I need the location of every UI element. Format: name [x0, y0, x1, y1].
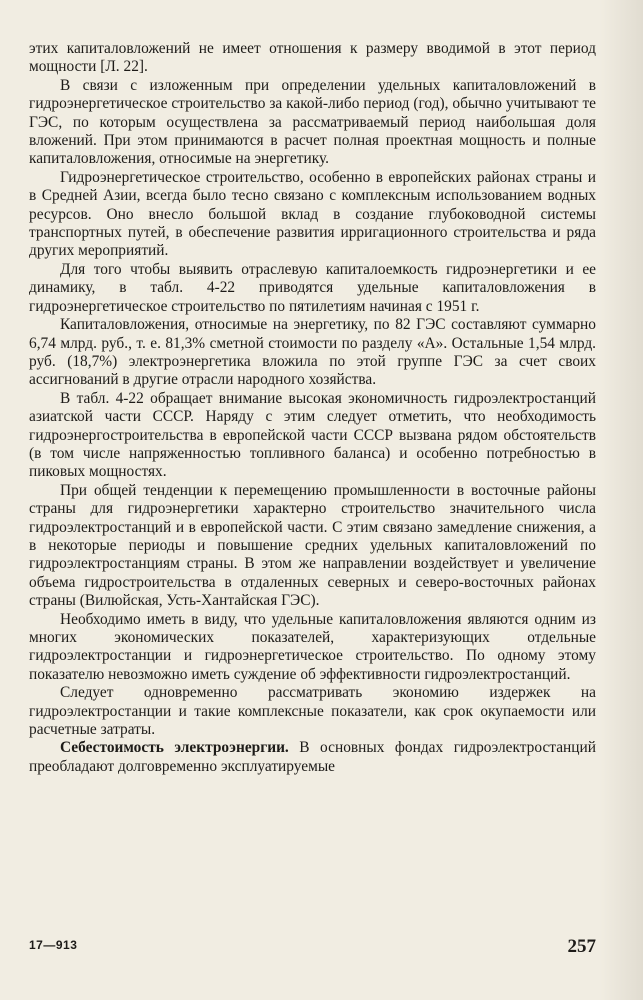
page-edge-shadow: [599, 0, 643, 1000]
paragraph-text: В основных фондах гидроэлектростанций преобладают долговременно эксплуатируемые: [29, 739, 596, 775]
printer-signature-mark: 17—913: [29, 938, 78, 952]
paragraph: Необходимо иметь в виду, что удельные капиталовложения являются одним из многих экономических показателей, характеризующих отдельные гидроэлектростанции и гидроэнергетическое строительство. По одному этому показателю невозможно иметь суждение об эффективности гидроэлектростанций.: [29, 610, 596, 683]
run-in-heading: Себестоимость электроэнергии.: [60, 739, 289, 757]
page-number: 257: [567, 936, 596, 957]
body-text: [29, 40, 596, 776]
paragraph: Капиталовложения, относимые на энергетику, по 82 ГЭС составляют суммарно 6,74 млрд. руб., т. е. 81,3% сметной стоимости по разделу «А». Остальные 1,54 млрд. руб. (18,7%) электроэнергетика вложила по этой группе ГЭС за счет своих ассигнований в другие отрасли народного хозяйства.: [29, 316, 596, 389]
page-footer: [29, 938, 596, 960]
paragraph: Следует одновременно рассматривать экономию издержек на гидроэлектростанции и такие комплексные показатели, как срок окупаемости или расчетные затраты.: [29, 684, 596, 739]
paragraph-with-heading: [29, 739, 596, 776]
paragraph: Гидроэнергетическое строительство, особенно в европейских районах страны и в Средней Азии, всегда было тесно связано с комплексным использованием водных ресурсов. Оно внесло большой вклад в создание глубоководной системы транспортных путей, в обеспечение развития ирригационного строительства и ряда других мероприятий.: [29, 168, 596, 260]
paragraph: В табл. 4-22 обращает внимание высокая экономичность гидроэлектростанций азиатской части СССР. Наряду с этим следует отметить, что необходимость гидроэнергостроительства в европейской части СССР вызвана рядом обстоятельств (в том числе напряженностью топливного баланса) и особенно потребностью в пиковых мощностях.: [29, 389, 596, 481]
paragraph: Для того чтобы выявить отраслевую капиталоемкость гидроэнергетики и ее динамику, в табл. 4-22 приводятся удельные капиталовложения в гидроэнергетическое строительство по пятилетиям начиная с 1951 г.: [29, 260, 596, 315]
paragraph: В связи с изложенным при определении удельных капиталовложений в гидроэнергетическое строительство за какой-либо период (год), обычно учитывают те ГЭС, по которым осуществлена за рассматриваемый период наибольшая доля вложений. При этом принимаются в расчет полная проектная мощность и полные капиталовложения, относимые на энергетику.: [29, 76, 596, 168]
book-page: [29, 0, 596, 1000]
paragraph: этих капиталовложений не имеет отношения к размеру вводимой в этот период мощности [Л. 22].: [29, 40, 596, 76]
paragraph: При общей тенденции к перемещению промышленности в восточные районы страны для гидроэнергетики характерно строительство значительного числа гидроэлектростанций и в европейской части. С этим связано замедление снижения, а в некоторые периоды и повышение средних удельных капиталовложений по гидроэлектростанциям страны. В этом же направлении воздействует и увеличение объема гидростроительства в отдаленных северных и северо-восточных районах страны (Вилюйская, Усть-Хантайская ГЭС).: [29, 481, 596, 610]
